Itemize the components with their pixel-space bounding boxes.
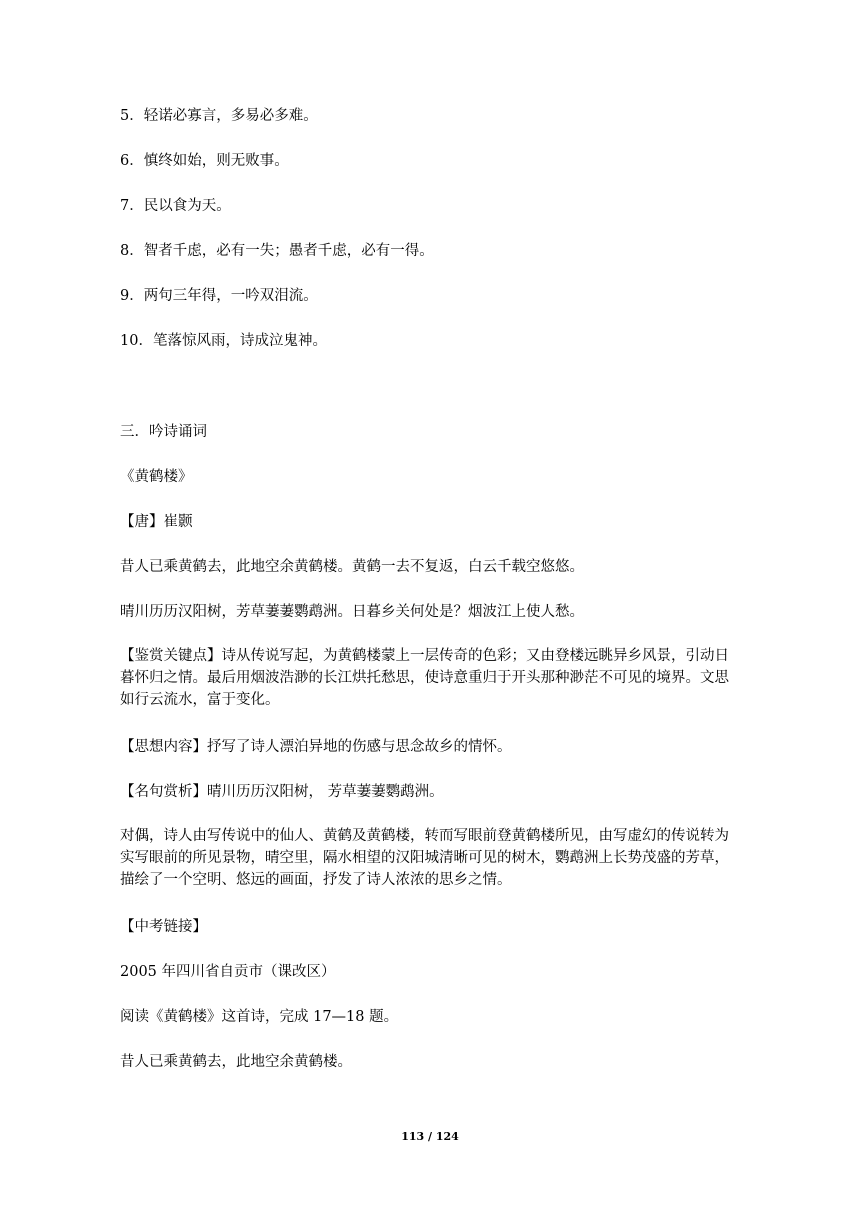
section-heading: 三．吟诗诵词 bbox=[120, 424, 207, 440]
quote-7: 7．民以食为天。 bbox=[120, 198, 231, 214]
poem-line-1: 昔人已乘黄鹤去，此地空余黄鹤楼。黄鹤一去不复返，白云千载空悠悠。 bbox=[120, 559, 584, 575]
quote-5: 5．轻诺必寡言，多易必多难。 bbox=[120, 108, 318, 124]
quote-10: 10．笔落惊风雨，诗成泣鬼神。 bbox=[120, 333, 327, 349]
page-number: 113 / 124 bbox=[401, 1130, 459, 1143]
quote-8: 8．智者千虑，必有一失；愚者千虑，必有一得。 bbox=[120, 243, 434, 259]
exam-source: 2005 年四川省自贡市（课改区） bbox=[120, 964, 336, 980]
exam-poem-line: 昔人已乘黄鹤去，此地空余黄鹤楼。 bbox=[120, 1054, 352, 1070]
exam-instruction: 阅读《黄鹤楼》这首诗，完成 17—18 题。 bbox=[120, 1009, 399, 1025]
analysis-paragraph: 对偶，诗人由写传说中的仙人、黄鹤及黄鹤楼，转而写眼前登黄鹤楼所见，由写虚幻的传说转为实写眼前的所见景物，晴空里，隔水相望的汉阳城清晰可见的树木，鹦鹉洲上长势茂盛的芳草，描绘了一个空明、悠远的画面，抒发了诗人浓浓的思乡之情。 bbox=[120, 828, 729, 888]
poem-line-2: 晴川历历汉阳树，芳草萋萋鹦鹉洲。日暮乡关何处是？烟波江上使人愁。 bbox=[120, 604, 584, 620]
quote-6: 6．慎终如始，则无败事。 bbox=[120, 153, 289, 169]
exam-link-heading: 【中考链接】 bbox=[120, 919, 207, 935]
poem-title: 《黄鹤楼》 bbox=[120, 469, 193, 485]
poem-author: 【唐】崔颢 bbox=[120, 514, 193, 530]
quote-9: 9．两句三年得，一吟双泪流。 bbox=[120, 288, 318, 304]
appreciation-key-points: 【鉴赏关键点】诗从传说写起，为黄鹤楼蒙上一层传奇的色彩；又由登楼远眺异乡风景，引动日暮怀归之情。最后用烟波浩渺的长江烘托愁思，使诗意重归于开头那种渺茫不可见的境界。文思如行云流水，富于变化。 bbox=[120, 648, 729, 708]
thought-content: 【思想内容】抒写了诗人漂泊异地的伤感与思念故乡的情怀。 bbox=[120, 739, 512, 755]
famous-line-analysis: 【名句赏析】晴川历历汉阳树， 芳草萋萋鹦鹉洲。 bbox=[120, 784, 444, 800]
